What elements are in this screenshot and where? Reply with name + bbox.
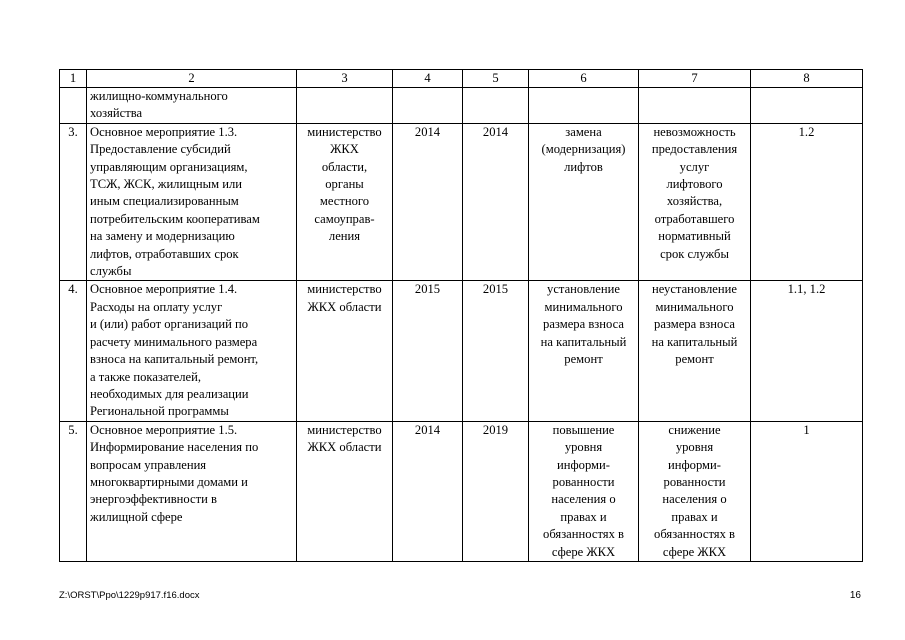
expected-result-cell: [529, 421, 639, 561]
cell-line: уровня: [675, 440, 714, 455]
cell-line: области,: [321, 159, 368, 174]
cell-line: ления: [328, 229, 361, 244]
column-header: 8: [751, 70, 863, 88]
header-row: [60, 70, 863, 88]
cell-line: обязанностях в: [543, 527, 624, 542]
row-number-cell: 3.: [60, 123, 87, 281]
cell-line: лифтов: [564, 159, 603, 174]
cell-line: многоквартирными домами и: [90, 474, 248, 489]
cell-line: нормативный: [658, 229, 731, 244]
cell-line: информи-: [668, 457, 721, 472]
column-header: 1: [60, 70, 87, 88]
cell-line: уровня: [564, 440, 603, 455]
cell-line: ЖКХ области: [307, 299, 382, 314]
row-number-cell: 5.: [60, 421, 87, 561]
indicators-cell: 1.1, 1.2: [751, 281, 863, 421]
measure-name-cell: [87, 281, 297, 421]
column-header: 3: [297, 70, 393, 88]
expected-result-cell: [529, 123, 639, 281]
table-row: [60, 281, 863, 421]
cell-line: установление: [547, 282, 620, 297]
cell-line: размера взноса: [654, 317, 735, 332]
cell-line: потребительским кооперативам: [90, 211, 260, 226]
indicators-cell: [751, 88, 863, 124]
column-header: 5: [463, 70, 529, 88]
cell-line: отработавшего: [654, 211, 735, 226]
cell-line: на капитальный: [540, 334, 627, 349]
consequence-cell: [639, 123, 751, 281]
cell-line: министерство: [307, 124, 382, 139]
cell-line: министерство: [307, 282, 382, 297]
cell-line: ЖКХ: [330, 142, 359, 157]
cell-line: местного: [319, 194, 370, 209]
cell-line: (модернизация): [541, 142, 626, 157]
cell-line: жилищно-коммунального: [90, 89, 228, 103]
executor-cell: [297, 281, 393, 421]
cell-line: снижение: [668, 422, 721, 437]
cell-line: хозяйства,: [666, 194, 723, 209]
cell-line: расчету минимального размера: [90, 334, 258, 349]
column-header: 4: [393, 70, 463, 88]
executor-cell: [297, 421, 393, 561]
measure-name-cell: [87, 123, 297, 281]
cell-line: услуг: [679, 159, 710, 174]
start-year-cell: 2014: [393, 421, 463, 561]
cell-line: населения о: [551, 492, 616, 507]
end-year-cell: 2014: [463, 123, 529, 281]
start-year-cell: 2014: [393, 123, 463, 281]
cell-line: сфере ЖКХ: [551, 544, 616, 559]
cell-line: правах и: [671, 509, 718, 524]
cell-line: жилищной сфере: [90, 509, 183, 524]
cell-line: повышение: [552, 422, 615, 437]
start-year-cell: [393, 88, 463, 124]
cell-line: минимального: [544, 299, 623, 314]
cell-line: информи-: [557, 457, 610, 472]
row-number-cell: [60, 88, 87, 124]
indicators-cell: 1: [751, 421, 863, 561]
cell-line: ремонт: [564, 352, 603, 367]
cell-line: Расходы на оплату услуг: [90, 299, 223, 314]
cell-line: хозяйства: [90, 106, 143, 121]
cell-line: Основное мероприятие 1.5.: [90, 422, 238, 437]
cell-line: и (или) работ организаций по: [90, 317, 249, 332]
expected-result-cell: [529, 281, 639, 421]
cell-line: сфере ЖКХ: [662, 544, 727, 559]
start-year-cell: 2015: [393, 281, 463, 421]
cell-line: на замену и модернизацию: [90, 229, 235, 244]
end-year-cell: 2015: [463, 281, 529, 421]
consequence-cell: [639, 88, 751, 124]
cell-line: обязанностях в: [654, 527, 735, 542]
cell-line: Основное мероприятие 1.4.: [90, 282, 238, 297]
cell-line: лифтового: [666, 177, 723, 192]
file-path: Z:\ORST\Ppo\1229p917.f16.docx: [59, 590, 200, 601]
cell-line: ТСЖ, ЖСК, жилищным или: [90, 177, 242, 192]
cell-line: на капитальный: [651, 334, 738, 349]
cell-line: Региональной программы: [90, 404, 229, 419]
expected-result-cell: [529, 88, 639, 124]
cell-line: невозможность: [653, 124, 736, 139]
cell-line: Основное мероприятие 1.3.: [90, 124, 238, 139]
cell-line: Предоставление субсидий: [90, 142, 231, 157]
cell-line: неустановление: [652, 282, 737, 297]
cell-line: Информирование населения по: [90, 440, 259, 455]
cell-line: службы: [90, 264, 132, 279]
consequence-cell: [639, 421, 751, 561]
cell-line: вопросам управления: [90, 457, 207, 472]
cell-line: рованности: [552, 474, 615, 489]
cell-line: ЖКХ области: [307, 440, 382, 455]
cell-line: срок службы: [660, 246, 729, 261]
executor-cell: [297, 123, 393, 281]
cell-line: органы: [325, 177, 364, 192]
cell-line: лифтов, отработавших срок: [90, 246, 239, 261]
table-row: [60, 421, 863, 561]
cell-line: рованности: [663, 474, 726, 489]
cell-line: необходимых для реализации: [90, 386, 249, 401]
continuation-row: [60, 88, 863, 124]
end-year-cell: 2019: [463, 421, 529, 561]
consequence-cell: [639, 281, 751, 421]
table-row: [60, 123, 863, 281]
cell-line: иным специализированным: [90, 194, 239, 209]
cell-line: минимального: [655, 299, 734, 314]
program-measures-table: [59, 69, 863, 562]
cell-line: предоставления: [651, 142, 738, 157]
cell-line: ремонт: [675, 352, 714, 367]
cell-line: министерство: [307, 422, 382, 437]
measure-name-cell: [87, 421, 297, 561]
executor-cell: [297, 88, 393, 124]
measure-name-cell: [87, 88, 297, 124]
cell-line: размера взноса: [543, 317, 624, 332]
cell-line: населения о: [662, 492, 727, 507]
row-number-cell: 4.: [60, 281, 87, 421]
column-header: 6: [529, 70, 639, 88]
cell-line: взноса на капитальный ремонт,: [90, 352, 259, 367]
column-header: 7: [639, 70, 751, 88]
column-header: 2: [87, 70, 297, 88]
cell-line: самоуправ-: [314, 211, 375, 226]
cell-line: правах и: [560, 509, 607, 524]
cell-line: управляющим организациям,: [90, 159, 248, 174]
indicators-cell: 1.2: [751, 123, 863, 281]
end-year-cell: [463, 88, 529, 124]
cell-line: энергоэффективности в: [90, 492, 217, 507]
page-number: 16: [849, 590, 861, 601]
cell-line: замена: [565, 124, 602, 139]
cell-line: а также показателей,: [90, 369, 202, 384]
